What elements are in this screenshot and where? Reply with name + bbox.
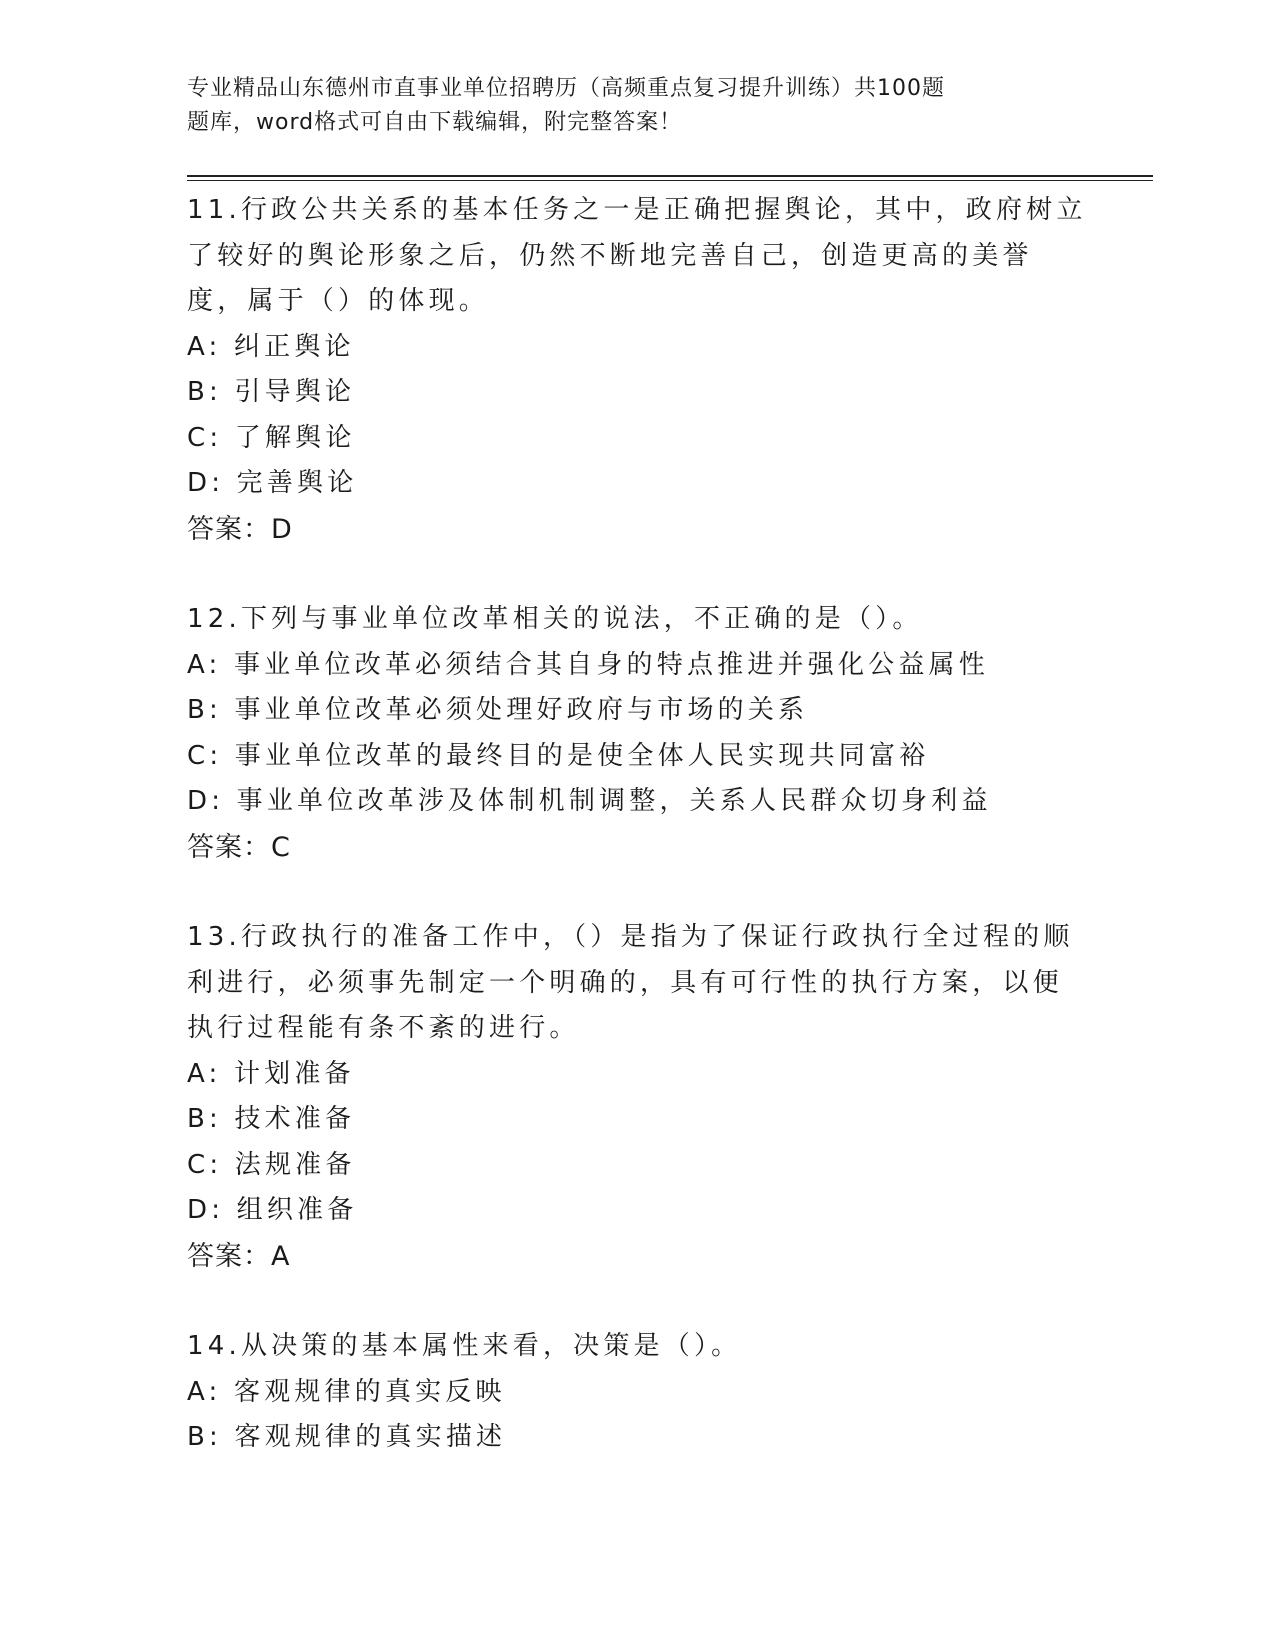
option-b: B: 引导舆论 <box>187 377 356 407</box>
header-divider-thin <box>187 180 1153 181</box>
header-line-1: 专业精品山东德州市直事业单位招聘历（高频重点复习提升训练）共100题 <box>187 76 945 101</box>
option-d: D: 组织准备 <box>187 1195 358 1225</box>
header-line-2: 题库，word格式可自由下载编辑，附完整答案！ <box>187 110 683 135</box>
question-14 <box>187 1324 1087 1461</box>
question-stem: 11.行政公共关系的基本任务之一是正确把握舆论，其中，政府树立了较好的舆论形象之后，仍然不断地完善自己，创造更高的美誉度，属于（）的体现。 <box>187 195 1087 316</box>
question-stem: 13.行政执行的准备工作中，（）是指为了保证行政执行全过程的顺利进行，必须事先制定一个明确的，具有可行性的执行方案，以便执行过程能有条不紊的进行。 <box>187 922 1074 1043</box>
option-c: C: 了解舆论 <box>187 422 356 453</box>
question-stem: 12.下列与事业单位改革相关的说法，不正确的是（）。 <box>187 604 923 634</box>
option-b: B: 技术准备 <box>187 1104 356 1134</box>
question-13 <box>187 915 1087 1279</box>
question-12 <box>187 597 1087 870</box>
option-a: A: 计划准备 <box>187 1058 355 1089</box>
answer-line: 答案：D <box>187 513 293 545</box>
option-b: B: 事业单位改革必须处理好政府与市场的关系 <box>187 695 809 725</box>
option-d: D: 完善舆论 <box>187 468 358 498</box>
answer-line: 答案：A <box>187 1240 291 1272</box>
option-d: D: 事业单位改革涉及体制机制调整，关系人民群众切身利益 <box>187 786 992 816</box>
answer-line: 答案：C <box>187 831 291 863</box>
option-a: A: 事业单位改革必须结合其自身的特点推进并强化公益属性 <box>187 649 989 680</box>
option-c: C: 法规准备 <box>187 1149 356 1180</box>
option-b: B: 客观规律的真实描述 <box>187 1422 507 1452</box>
document-header <box>187 72 1067 140</box>
option-c: C: 事业单位改革的最终目的是使全体人民实现共同富裕 <box>187 740 930 771</box>
option-a: A: 纠正舆论 <box>187 331 355 362</box>
question-stem: 14.从决策的基本属性来看，决策是（）。 <box>187 1331 742 1361</box>
question-11 <box>187 188 1087 552</box>
option-a: A: 客观规律的真实反映 <box>187 1376 506 1407</box>
header-divider <box>187 175 1153 177</box>
question-list <box>187 188 1087 1461</box>
